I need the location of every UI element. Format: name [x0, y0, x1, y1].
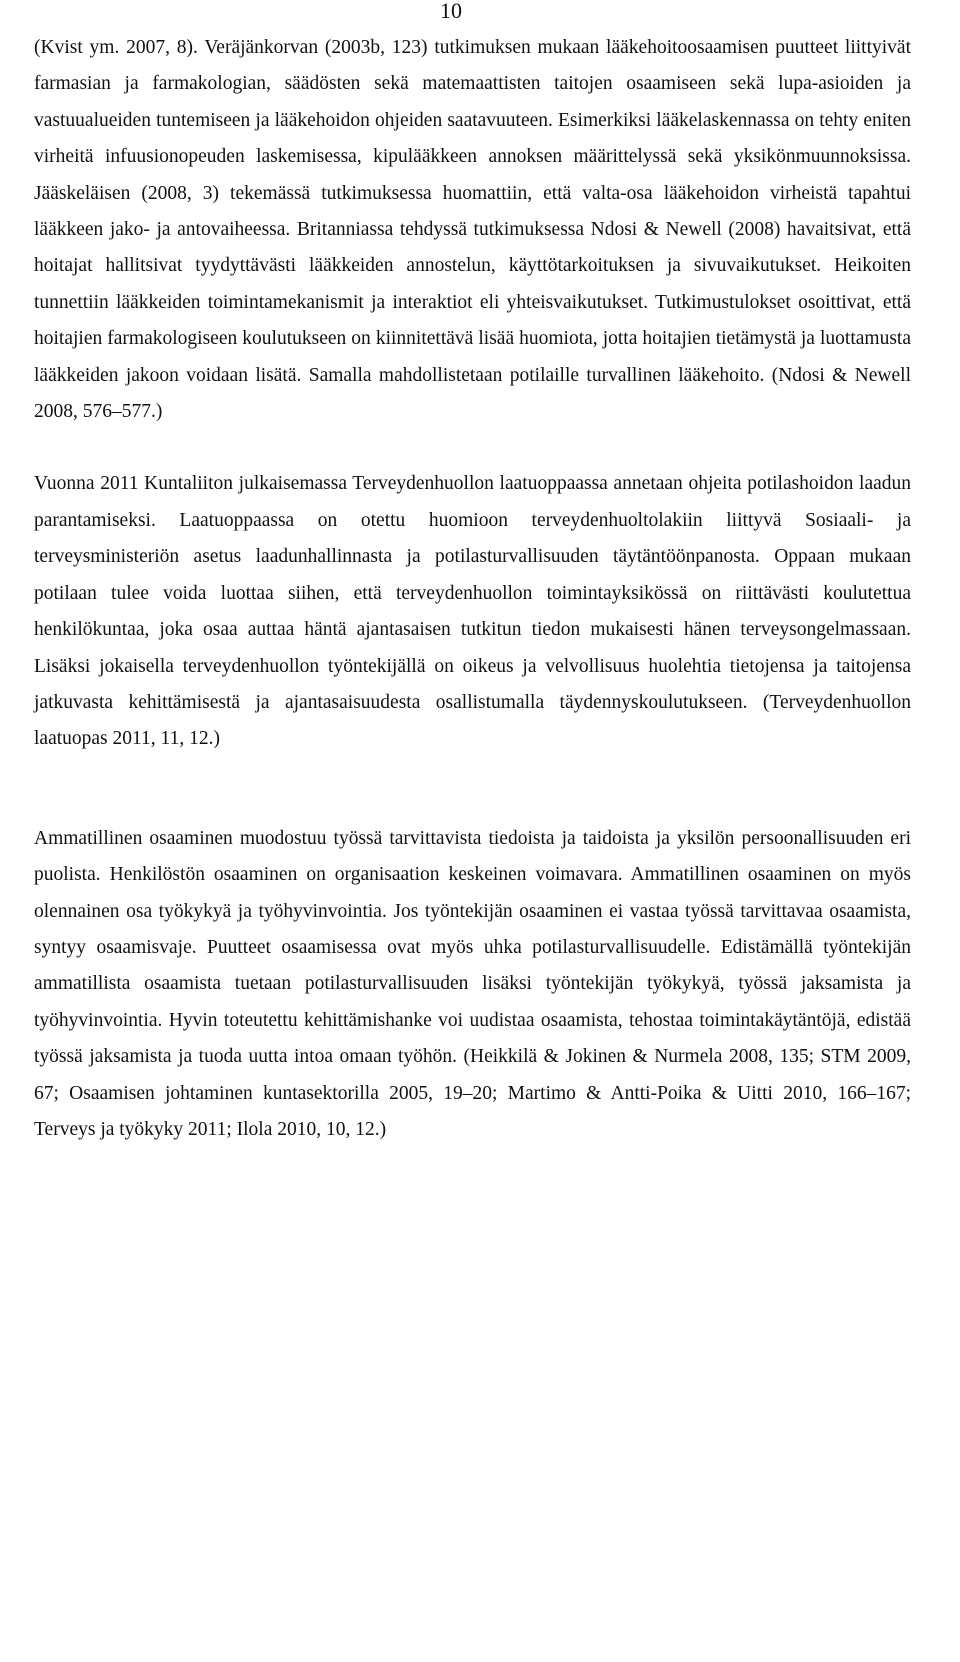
document-body [34, 30, 911, 1148]
paragraph-professional-competence: Ammatillinen osaaminen muodostuu työssä tarvittavista tiedoista ja taidoista ja yksilön persoonallisuuden eri puolista. Henkilöstön osaaminen on organisaation keskeinen voimavara. Ammatillinen osaaminen on myös olennainen osa työkykyä ja työhyvinvointia. Jos työntekijän osaaminen ei vastaa työssä tarvittavaa osaamista, syntyy osaamisvaje. Puutteet osaamisessa ovat myös uhka potilasturvallisuudelle. Edistämällä työntekijän ammatillista osaamista tuetaan potilasturvallisuuden lisäksi työntekijän työkykyä, työssä jaksamista ja työhyvinvointia. Hyvin toteutettu kehittämishanke voi uudistaa osaamista, tehostaa toimintakäytäntöjä, edistää työssä jaksamista ja tuoda uutta intoa omaan työhön. (Heikkilä & Jokinen & Nurmela 2008, 135; STM 2009, 67; Osaamisen johtaminen kuntasektorilla 2005, 19–20; Martimo & Antti-Poika & Uitti 2010, 166–167; Terveys ja työkyky 2011; Ilola 2010, 10, 12.) [34, 827, 911, 1140]
paragraph-medication-competence: (Kvist ym. 2007, 8). Veräjänkorvan (2003b, 123) tutkimuksen mukaan lääkehoitoosaamisen puutteet liittyivät farmasian ja farmakologian, säädösten sekä matemaattisten taitojen osaamiseen sekä lupa-asioiden ja vastuualueiden tuntemiseen ja lääkehoidon ohjeiden saatavuuteen. Esimerkiksi lääkelaskennassa on tehty eniten virheitä infuusionopeuden laskemisessa, kipulääkkeen annoksen määrittelyssä sekä yksikönmuunnoksissa. Jääskeläisen (2008, 3) tekemässä tutkimuksessa huomattiin, että valta-osa lääkehoidon virheistä tapahtui lääkkeen jako- ja antovaiheessa. Britanniassa tehdyssä tutkimuksessa Ndosi & Newell (2008) havaitsivat, että hoitajat hallitsivat tyydyttävästi lääkkeiden annostelun, käyttötarkoituksen ja sivuvaikutukset. Heikoiten tunnettiin lääkkeiden toimintamekanismit ja interaktiot eli yhteisvaikutukset. Tutkimustulokset osoittivat, että hoitajien farmakologiseen koulutukseen on kiinnitettävä lisää huomiota, jotta hoitajien tietämystä ja luottamusta lääkkeiden jakoon voidaan lisätä. Samalla mahdollistetaan potilaille turvallinen lääkehoito. (Ndosi & Newell 2008, 576–577.) [34, 37, 911, 423]
page-number: 10 [440, 0, 462, 23]
paragraph-quality-guide: Vuonna 2011 Kuntaliiton julkaisemassa Terveydenhuollon laatuoppaassa annetaan ohjeita potilashoidon laadun parantamiseksi. Laatuoppaassa on otettu huomioon terveydenhuoltolakiin liittyvä Sosiaali- ja terveysministeriön asetus laadunhallinnasta ja potilasturvallisuuden täytäntöönpanosta. Oppaan mukaan potilaan tulee voida luottaa siihen, että terveydenhuollon toimintayksikössä on riittävästi koulutettua henkilökuntaa, joka osaa auttaa häntä ajantasaisen tutkitun tiedon mukaisesti hänen terveysongelmassaan. Lisäksi jokaisella terveydenhuollon työntekijällä on oikeus ja velvollisuus huolehtia tietojensa ja taitojensa jatkuvasta kehittämisestä ja ajantasaisuudesta osallistumalla täydennyskoulutukseen. (Terveydenhuollon laatuopas 2011, 11, 12.) [34, 473, 911, 750]
